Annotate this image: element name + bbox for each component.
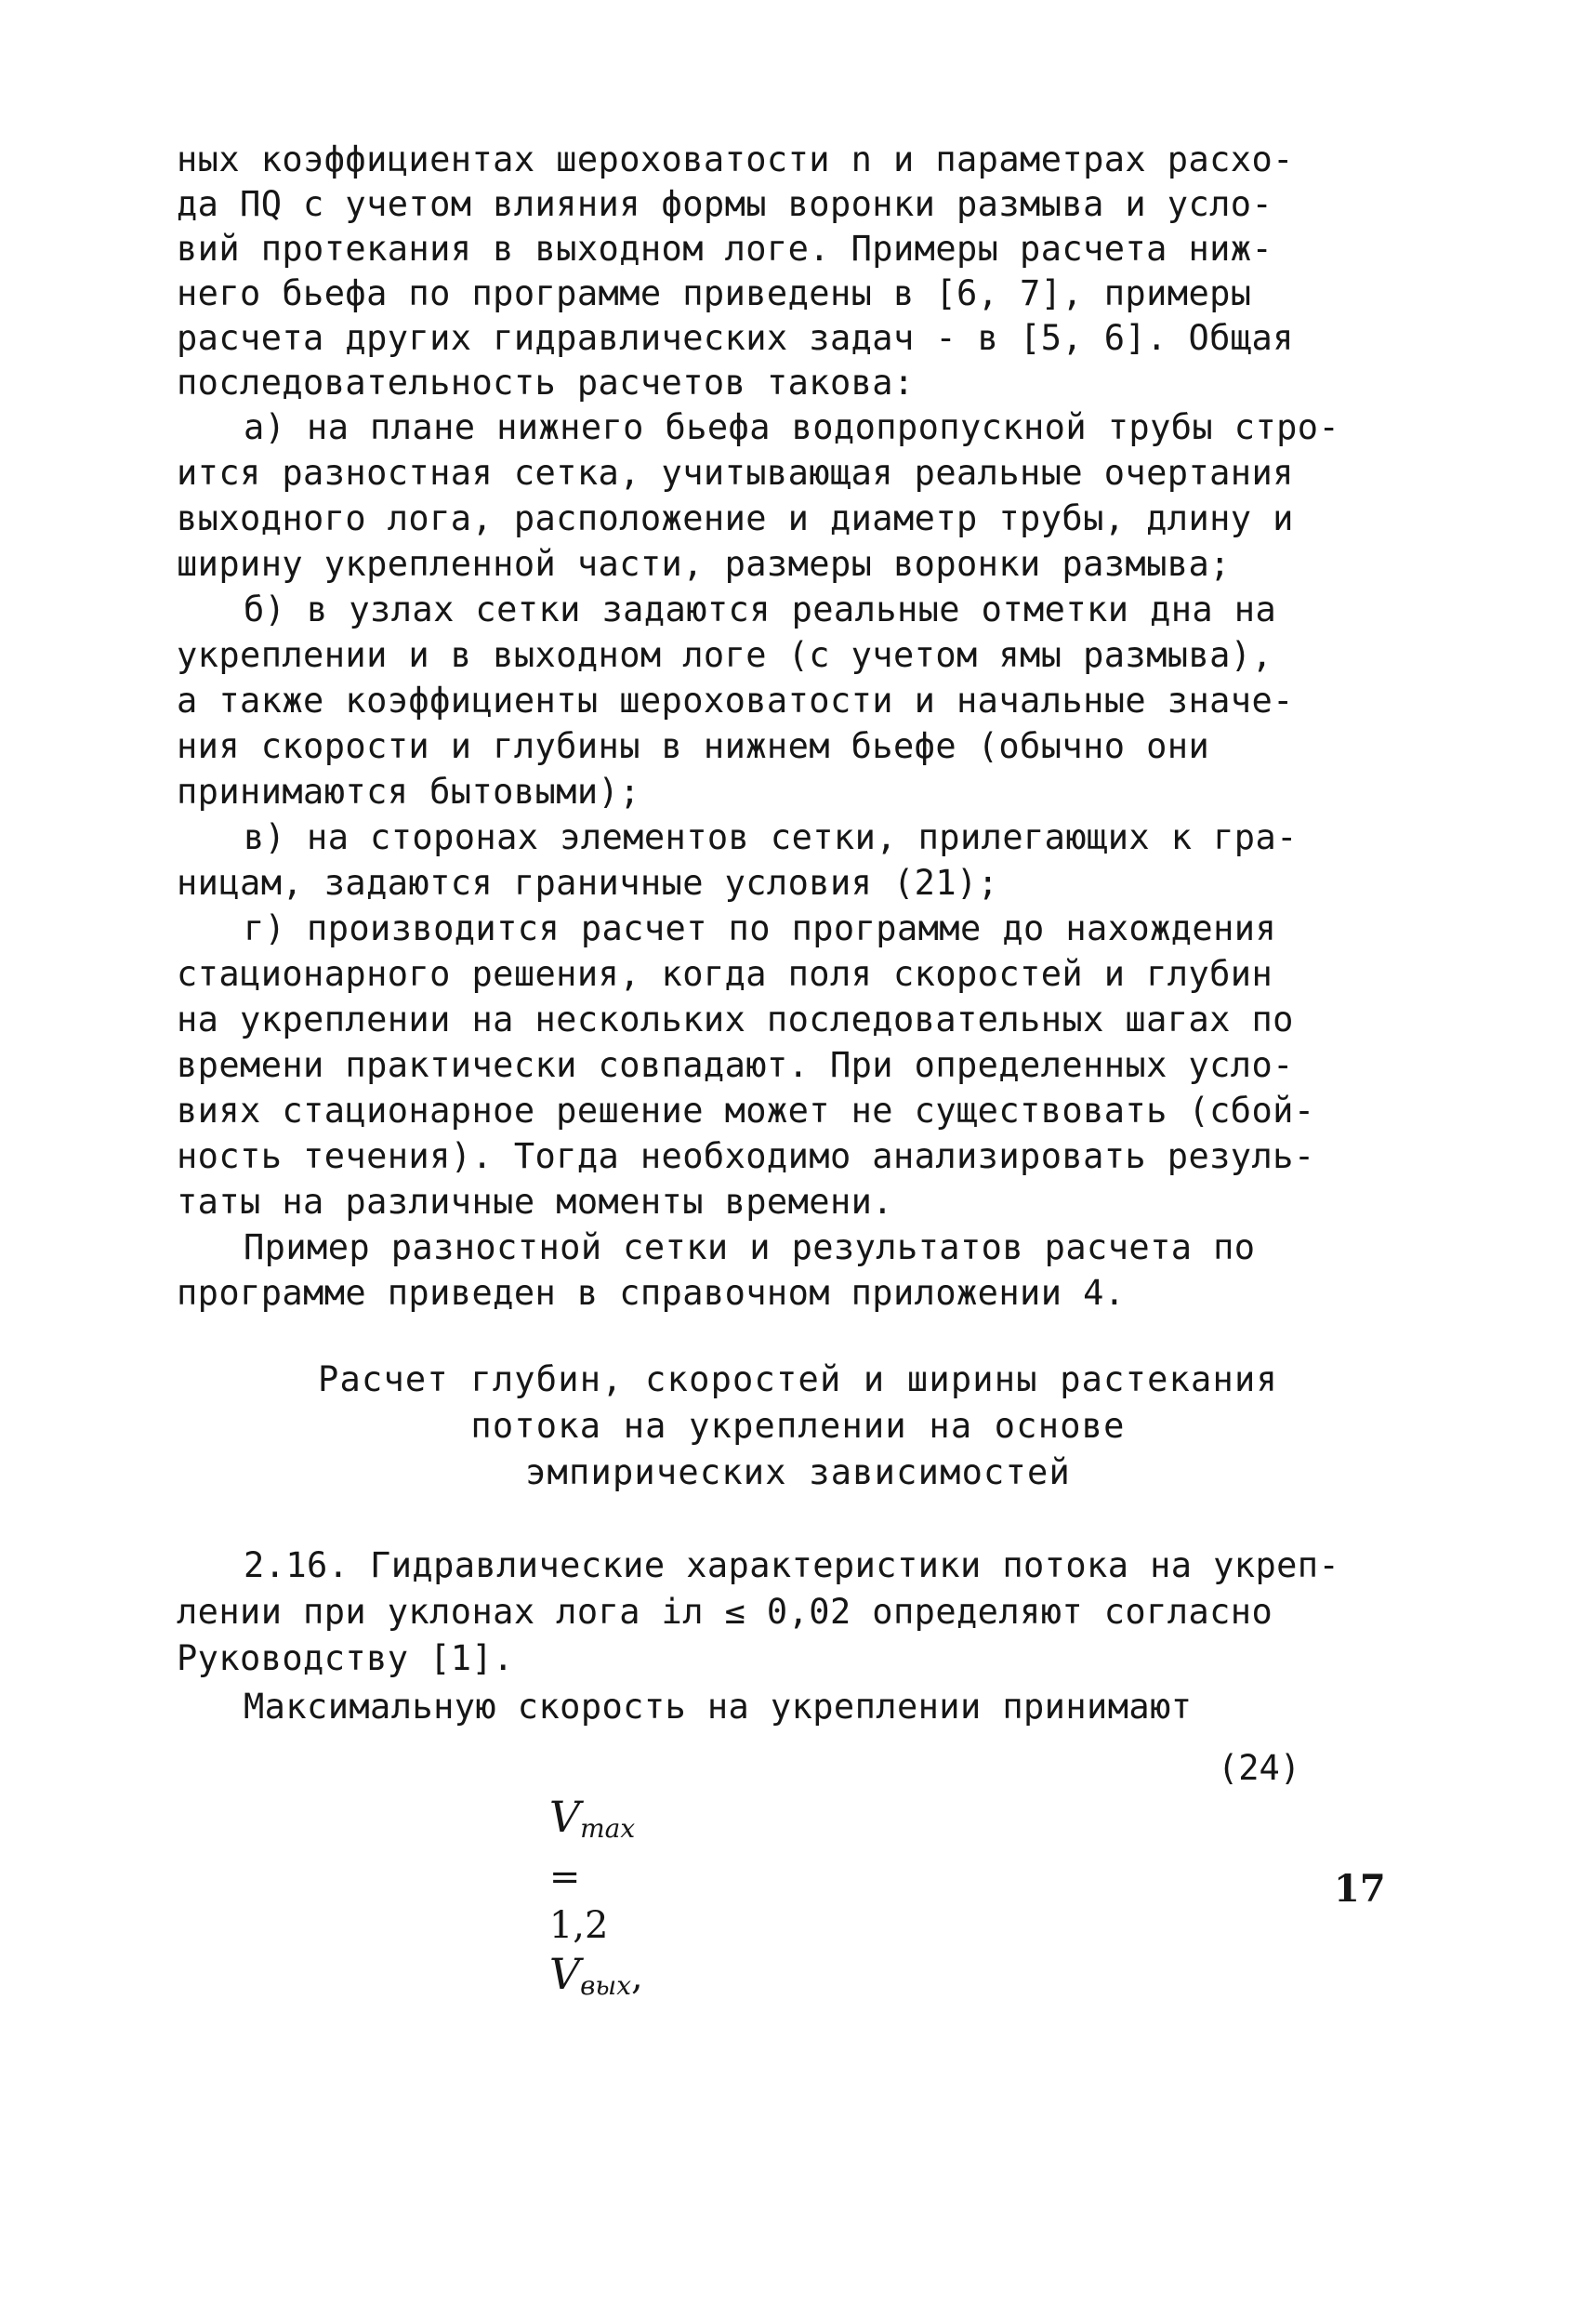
formula-lhs-symbol: V	[548, 1792, 581, 1842]
text-line: принимаются бытовыми);	[177, 772, 640, 812]
text-line: расчета других гидравлических задач - в [5, 6]. Общая	[177, 318, 1294, 358]
heading-line: Расчет глубин, скоростей и ширины растекания	[318, 1359, 1278, 1399]
page-number: 17	[1334, 1867, 1386, 1911]
text-line: ширину укрепленной части, размеры воронки размыва;	[177, 544, 1231, 584]
text-line: виях стационарное решение может не существовать (сбой-	[177, 1091, 1315, 1131]
text-line: Пример разностной сетки и результатов расчета по	[244, 1227, 1256, 1267]
text-line: на укреплении на нескольких последовательных шагах по	[177, 1000, 1294, 1039]
text-line: укреплении и в выходном логе (с учетом ямы размыва),	[177, 635, 1273, 675]
formula-operator: =	[548, 1856, 581, 1899]
text-line: выходного лога, расположение и диаметр трубы, длину и	[177, 498, 1294, 538]
text-line: Максимальную скорость на укреплении принимают	[244, 1687, 1193, 1727]
heading-line: потока на укреплении на основе	[470, 1406, 1126, 1446]
text-line: вий протекания в выходном логе. Примеры расчета ниж-	[177, 229, 1273, 269]
text-line: времени практически совпадают. При определенных усло-	[177, 1045, 1294, 1085]
formula-coefficient: 1,2	[548, 1904, 609, 1947]
text-line: стационарного решения, когда поля скоростей и глубин	[177, 954, 1273, 994]
text-line: программе приведен в справочном приложении 4.	[177, 1273, 1126, 1313]
text-line: ность течения). Тогда необходимо анализировать резуль-	[177, 1136, 1315, 1176]
formula-rhs-subscript: вых	[580, 1970, 631, 2001]
formula-24	[502, 1744, 643, 2059]
text-line: последовательность расчетов такова:	[177, 363, 915, 403]
text-line: б) в узлах сетки задаются реальные отметки дна на	[244, 589, 1277, 629]
text-line: г) производится расчет по программе до нахождения	[244, 908, 1277, 948]
text-line: ницам, задаются граничные условия (21);	[177, 863, 999, 903]
text-line: таты на различные моменты времени.	[177, 1182, 893, 1222]
text-line: а) на плане нижнего бьефа водопропускной трубы стро-	[244, 407, 1340, 447]
text-line: ния скорости и глубины в нижнем бьефе (обычно они	[177, 726, 1210, 766]
text-line: в) на сторонах элементов сетки, прилегающих к гра-	[244, 817, 1298, 857]
text-line: него бьефа по программе приведены в [6, 7], примеры	[177, 273, 1252, 313]
heading-line: эмпирических зависимостей	[525, 1452, 1071, 1492]
text-line: Руководству [1].	[177, 1638, 514, 1678]
text-line: ится разностная сетка, учитывающая реальные очертания	[177, 453, 1294, 493]
equation-number: (24)	[1218, 1748, 1301, 1788]
formula-rhs-symbol: V	[548, 1949, 581, 1999]
text-line: ных коэффициентах шероховатости n и параметрах расхо-	[177, 139, 1294, 179]
text-line: а также коэффициенты шероховатости и начальные значе-	[177, 681, 1294, 721]
formula-lhs-subscript: max	[580, 1813, 636, 1844]
text-line: да ПQ с учетом влияния формы воронки размыва и усло-	[177, 184, 1273, 224]
formula-trailing: ,	[631, 1955, 643, 1998]
text-line: 2.16. Гидравлические характеристики потока на укреп-	[244, 1545, 1340, 1585]
text-line: лении при уклонах лога iл ≤ 0,02 определяют согласно	[177, 1592, 1273, 1632]
